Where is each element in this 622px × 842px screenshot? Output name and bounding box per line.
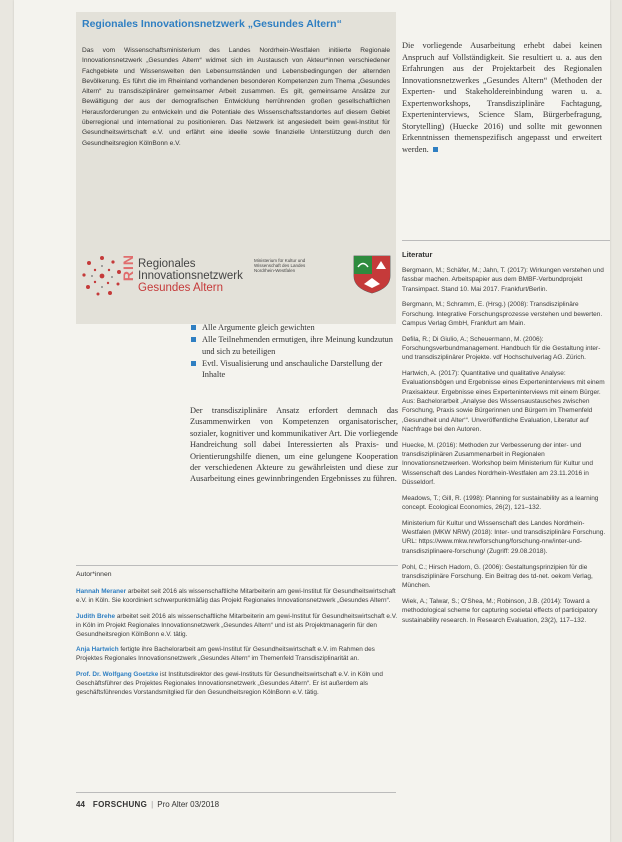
ministry-text: Ministerium für Kultur und Wissenschaft des Landes Nordrhein-Westfalen xyxy=(254,258,306,274)
literature-item: Hartwich, A. (2017): Quantitative und qualitative Analyse: Evaluationsbögen und Ergebnisse eines Experteninterviews mit einem Praxisakteur. Ergebnisse eines Experteninterviews mit einem Bürger. Aus: Bachelorarbeit „Analyse des Wissensaustausches zwischen Forschung, Praxis sowie Bürgerinnen und Bürgern im Themenfeld ‚Gesundheit und Alter‘“. Unveröffentliche Evaluation, Literatur auf Nachfrage bei den Autoren. xyxy=(402,370,605,433)
nrw-coat-of-arms-icon xyxy=(352,254,392,294)
page xyxy=(14,0,610,842)
authors-heading: Autor*innen xyxy=(76,571,112,578)
literature-item: Defila, R.; Di Giulio, A.; Scheuermann, M. (2006): Forschungsverbundmanagement. Handbuch für die Gestaltung inter- und transdisziplinärer Projekte. vdf Hochschulverlag AG. Zürich. xyxy=(402,335,601,362)
logo-line-3: Gesundes Altern xyxy=(138,282,224,294)
info-box-text: Das vom Wissenschaftsministerium des Landes Nordrhein-Westfalen initiierte Regionale Innovationsnetzwerk „Gesundes Altern“ widmet sich im Austausch von Akteur*innen verschiedener Fachgebiete und Wissenswelten den Lebensumständen und Lebensbedingungen der alternden Bevölkerung. Es führt die im Rheinland vorhandenen besonderen Kompetenzen zum Thema „Gesundes Altern“ zu transdisziplinärer gemeinsamer Arbeit zusammen. Es gilt, gemeinsame Ansätze zur Bewältigung der aus der demografischen Entwicklung herrührenden großen gesellschaftlichen Herausforderungen zu entwickeln und die Potentiale des Wissenschaftsstandortes auf diesem Gebiet überregional und international zu positionieren. Das Netzwerk ist angesiedelt beim gewi-Institut für Gesundheitswirtschaft e.V. und erfährt eine ideelle sowie finanzielle Unterstützung durch den Gesundheitsregion KölnBonn e.V. xyxy=(82,47,390,147)
author-bio: fertigte ihre Bachelorarbeit am gewi-Institut für Gesundheitswirtschaft e.V. im Rahmen des Projektes Regionales Innovationsnetzwerk „Gesundes Altern“ im Themenfeld Transdisziplinarität an. xyxy=(76,646,375,662)
logo-text xyxy=(138,258,243,294)
author-bio: arbeitet seit 2016 als wissenschaftliche Mitarbeiterin am gewi-Institut für Gesundheitswirtschaft e.V. in Köln. Sie koordiniert schwerpunktmäßig das Projekt Regionales Innovationsnetzwerk „Gesundes Altern“. xyxy=(76,588,396,604)
end-square-icon xyxy=(433,147,438,152)
authors-divider xyxy=(76,565,398,566)
author-entry xyxy=(76,645,398,663)
literature-heading: Literatur xyxy=(402,250,433,259)
author-name: Prof. Dr. Wolfgang Goetzke xyxy=(76,670,159,678)
logo-area xyxy=(76,240,396,310)
logo-rin: RIN xyxy=(120,254,136,282)
author-bio: arbeitet seit 2016 als wissenschaftliche Mitarbeiterin am gewi-Institut für Gesundheitswirtschaft e.V. in Köln im Projekt Regionales Innovationsnetzwerk „Gesundes Altern“ und ist als Projektmanagerin für den Gesundheitsregion KölnBonn e.V. tätig. xyxy=(76,612,398,638)
literature-item: Huecke, M. (2016): Methoden zur Verbesserung der inter- und transdisziplinären Zusammenarbeit in Regionalen Innovationsnetzwerken. Workshop beim Ministerium für Kultur und Wissenschaft des Landes Nordrhein-Westfalen am 23.11.2016 in Düsseldorf. xyxy=(402,441,593,486)
literature-divider xyxy=(402,240,610,241)
author-entry xyxy=(76,612,398,639)
bullet-item: Alle Argumente gleich gewichten xyxy=(190,322,400,333)
bullet-item: Alle Teilnehmenden ermutigen, ihre Meinung kundzutun und sich zu beteiligen xyxy=(190,334,400,357)
footer-separator: | xyxy=(151,800,154,809)
literature-item: Bergmann, M.; Schramm, E. (Hrsg.) (2008): Transdisziplinäre Forschung. Integrative Forschungsprozesse verstehen und bewerten. Campus Verlag GmbH, Frankfurt am Main. xyxy=(402,301,603,327)
author-name: Anja Hartwich xyxy=(76,646,119,653)
author-name: Hannah Meraner xyxy=(76,588,127,595)
literature-item: Ministerium für Kultur und Wissenschaft des Landes Nordrhein-Westfalen (MKW NRW) (2018): Inter- und transdisziplinäre Forschung. URL: https://www.mkw.nrw/forschung/forschung-nrw/inter-und-transdisziplinaere-forschung/ (Zugriff: 29.08.2018). xyxy=(402,519,606,555)
author-entry xyxy=(76,587,398,605)
literature-list xyxy=(402,266,612,631)
info-box xyxy=(76,12,396,324)
info-box-title: Regionales Innovationsnetzwerk „Gesundes Altern“ xyxy=(82,18,342,30)
issue-name: Pro Alter 03/2018 xyxy=(157,800,220,809)
right-column-text xyxy=(402,40,602,155)
footer xyxy=(76,800,219,809)
conclusion-paragraph: Der transdisziplinäre Ansatz erfordert demnach das Zusammenwirken von Kompetenzen organisatorischer, sozialer, kognitiver und kommunikativer Art. Die vorliegende Handreichung soll dabei Interessierten als Praxis- und Orientierungshilfe dienen, um eine gelungene Kooperation der verschiedenen Akteure zu gewährleisten und diese zur Ausarbeitung eines gewinnbringenden Ergebnisses zu führen. xyxy=(190,406,398,484)
author-entry xyxy=(76,670,398,697)
author-name: Judith Brehe xyxy=(76,612,116,620)
network-dots-icon xyxy=(80,254,124,298)
literature-item: Bergmann, M.; Schäfer, M.; Jahn, T. (2017): Wirkungen verstehen und fassbar machen. Arbeitspapier aus dem BMBF-Verbundprojekt Transimpact. Stand 10. Mai 2017. Frankfurt/Berlin. xyxy=(402,267,604,293)
logo-line-2: Innovationsnetzwerk xyxy=(138,270,243,282)
authors-list xyxy=(76,587,398,703)
bullet-item: Evtl. Visualisierung und anschauliche Darstellung der Inhalte xyxy=(190,358,400,381)
literature-item: Meadows, T.; Gill, R. (1998): Planning for sustainability as a learning concept. Ecological Economics, 26(2), 121–132. xyxy=(402,494,599,512)
literature-item: Wiek, A.; Talwar, S.; O'Shea, M.; Robinson, J.B. (2014): Toward a methodological scheme for capturing societal effects of participatory sustainability research. In Research Evaluation, 23(2), 117–132. xyxy=(402,597,598,624)
author-bio: ist Institutsdirektor des gewi-Instituts für Gesundheitswirtschaft e.V. in Köln und Geschäftsführer des Projektes Regionales Innovationsnetzwerk „Gesundes Altern“. Er ist außerdem als geschäftsführendes Vorstandsmitglied für den Gesundheitsregion KölnBonn e.V. tätig. xyxy=(76,670,383,696)
right-column-paragraph: Die vorliegende Ausarbeitung erhebt dabei keinen Anspruch auf Vollständigkeit. Sie resultiert u. a. aus den Erfahrungen aus der Projektarbeit des Regionalen Innovationsnetzwerkes „Gesundes Altern“ (Methoden der Experten- und Stakeholdereinbindung waren u. a. Expertenworkshops, Transdisziplinäre Fachtagung, Experteninterviews, Science Slam, Bürgerbefragung, Storytelling) (Huecke 2016) und sollte mit gewonnen Erkenntnissen themenspezifisch angepasst und erweitert werden. xyxy=(402,41,602,154)
logo-line-1: Regionales xyxy=(138,258,196,270)
footer-divider xyxy=(76,792,396,793)
literature-item: Pohl, C.; Hirsch Hadorn, G. (2006): Gestaltungsprinzipien für die transdisziplinäre Forschung. Ein Beitrag des td-net. oekom Verlag, München. xyxy=(402,563,593,590)
section-name: FORSCHUNG xyxy=(92,800,148,809)
bullet-list xyxy=(190,322,400,381)
page-number: 44 xyxy=(76,800,85,809)
